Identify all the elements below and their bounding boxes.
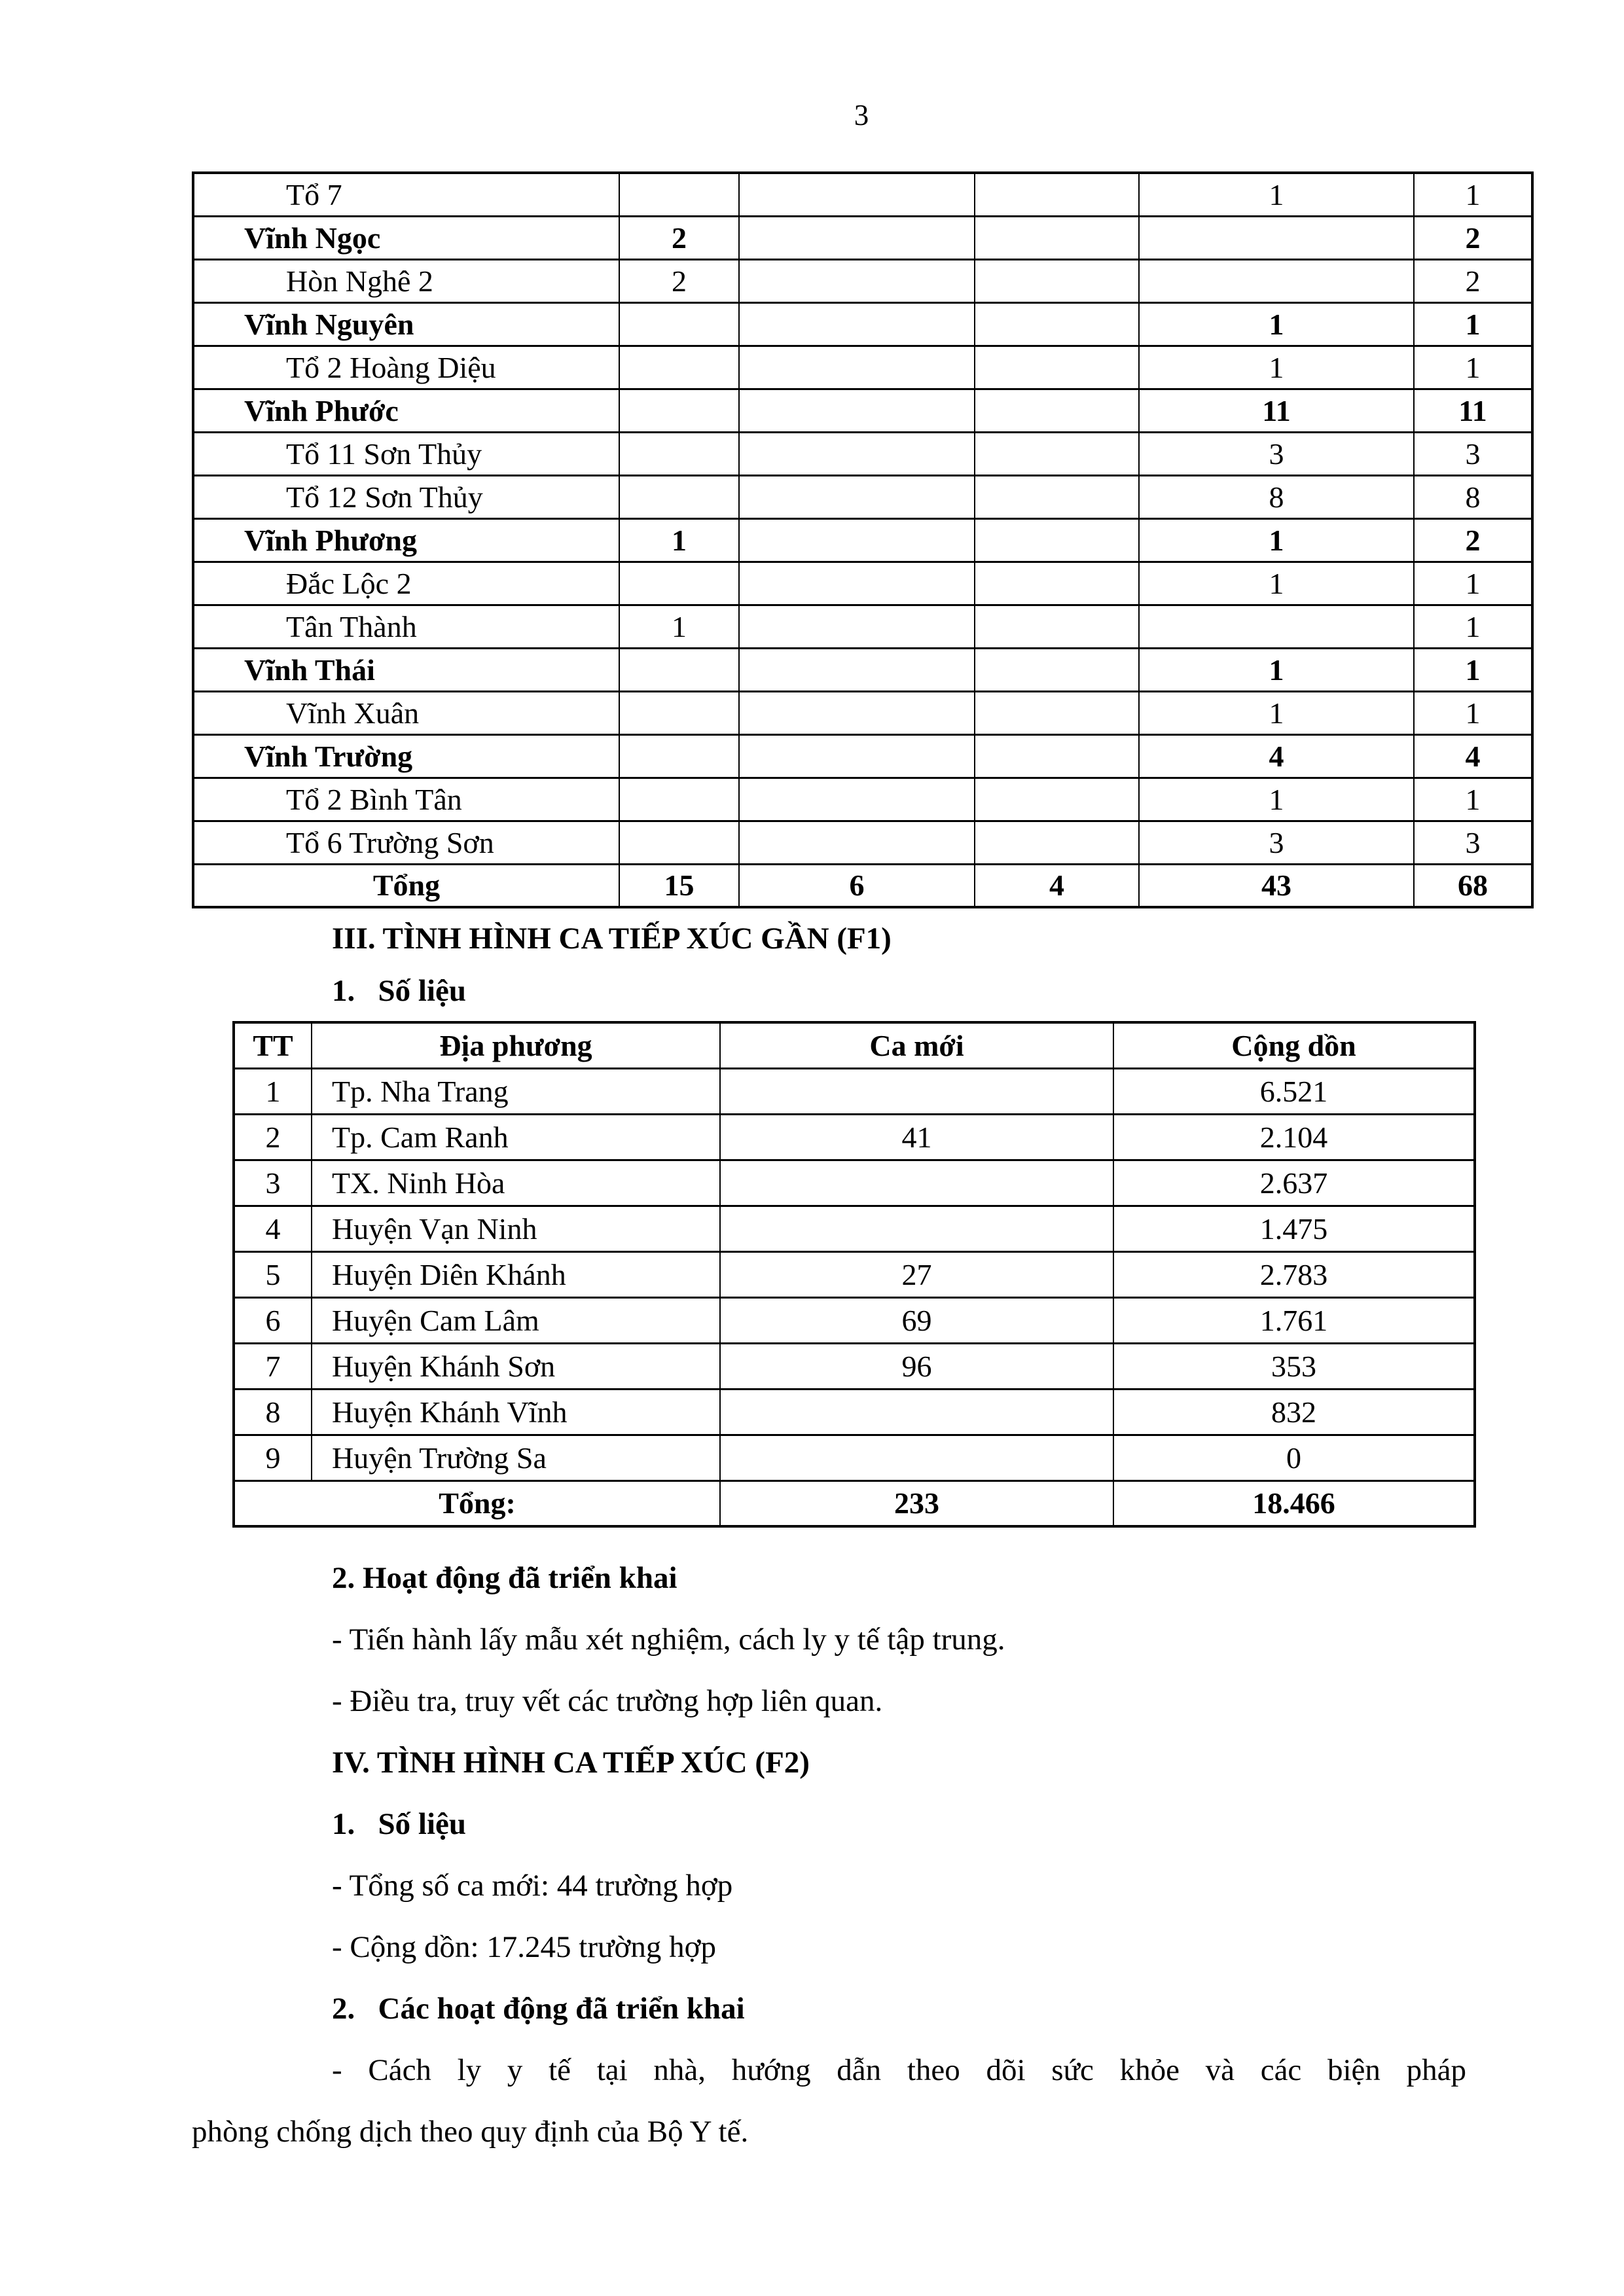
value-cell <box>739 691 975 734</box>
table-row <box>193 821 1532 864</box>
table-header-row <box>234 1022 1475 1068</box>
value-cell: 1 <box>1139 778 1414 821</box>
value-cell: 6 <box>739 864 975 907</box>
value-cell <box>1139 605 1414 648</box>
value-cell <box>619 778 739 821</box>
value-cell: 1 <box>1414 173 1532 216</box>
value-cell: 1 <box>1414 691 1532 734</box>
locality-cell: Tân Thành <box>193 605 619 648</box>
value-cell: 4 <box>1414 734 1532 778</box>
new-cases-cell <box>720 1160 1113 1206</box>
value-cell <box>619 475 739 518</box>
value-cell: 1 <box>619 518 739 562</box>
value-cell <box>975 605 1139 648</box>
new-cases-cell: 96 <box>720 1343 1113 1389</box>
column-header: Địa phương <box>312 1022 720 1068</box>
value-cell <box>739 778 975 821</box>
index-cell: 4 <box>234 1206 312 1251</box>
value-cell <box>619 173 739 216</box>
cumulative-cell: 2.783 <box>1113 1251 1475 1297</box>
locality-cell: Tổ 2 Bình Tân <box>193 778 619 821</box>
locality-cell: Huyện Diên Khánh <box>312 1251 720 1297</box>
value-cell <box>975 778 1139 821</box>
index-cell: 2 <box>234 1114 312 1160</box>
total-label-cell: Tổng: <box>234 1480 720 1526</box>
value-cell <box>619 302 739 346</box>
table-row <box>234 1297 1475 1343</box>
value-cell: 3 <box>1414 432 1532 475</box>
value-cell: 3 <box>1414 821 1532 864</box>
value-cell <box>619 562 739 605</box>
value-cell: 8 <box>1414 475 1532 518</box>
cumulative-cell: 0 <box>1113 1435 1475 1480</box>
locality-cell: Tổ 2 Hoàng Diệu <box>193 346 619 389</box>
column-header: Cộng dồn <box>1113 1022 1475 1068</box>
value-cell <box>739 259 975 302</box>
table-row <box>193 518 1532 562</box>
value-cell: 1 <box>1414 562 1532 605</box>
bullet-line: - Tổng số ca mới: 44 trường hợp <box>332 1869 733 1903</box>
value-cell: 8 <box>1139 475 1414 518</box>
locality-cell: Tp. Nha Trang <box>312 1068 720 1114</box>
bullet-line: - Tiến hành lấy mẫu xét nghiệm, cách ly y tế tập trung. <box>332 1623 1005 1657</box>
table-row <box>193 648 1532 691</box>
value-cell: 1 <box>1139 173 1414 216</box>
value-cell: 1 <box>1414 648 1532 691</box>
value-cell <box>975 302 1139 346</box>
section-iv-subheading-2: 2. Các hoạt động đã triển khai <box>332 1992 745 2026</box>
value-cell <box>739 648 975 691</box>
value-cell <box>975 475 1139 518</box>
value-cell: 4 <box>1139 734 1414 778</box>
value-cell <box>975 173 1139 216</box>
value-cell: 43 <box>1139 864 1414 907</box>
page-number: 3 <box>854 99 869 132</box>
value-cell <box>975 691 1139 734</box>
table-row <box>193 864 1532 907</box>
cumulative-cell: 2.637 <box>1113 1160 1475 1206</box>
locality-cell: TX. Ninh Hòa <box>312 1160 720 1206</box>
value-cell <box>619 734 739 778</box>
value-cell: 2 <box>1414 216 1532 259</box>
table-total-row <box>234 1480 1475 1526</box>
table-row <box>193 302 1532 346</box>
trailing-text-block <box>332 1547 1624 2039</box>
bullet-line: - Điều tra, truy vết các trường hợp liên quan. <box>332 1684 883 1718</box>
table-row <box>234 1343 1475 1389</box>
value-cell: 1 <box>1414 302 1532 346</box>
new-cases-cell: 27 <box>720 1251 1113 1297</box>
value-cell <box>739 389 975 432</box>
index-cell: 1 <box>234 1068 312 1114</box>
index-cell: 7 <box>234 1343 312 1389</box>
value-cell <box>739 173 975 216</box>
cumulative-cell: 1.475 <box>1113 1206 1475 1251</box>
value-cell: 2 <box>619 259 739 302</box>
value-cell: 1 <box>1414 605 1532 648</box>
cumulative-cell: 6.521 <box>1113 1068 1475 1114</box>
value-cell: 1 <box>1139 648 1414 691</box>
value-cell: 1 <box>1139 346 1414 389</box>
commune-distribution-table <box>192 171 1534 908</box>
closing-paragraph <box>192 2039 1466 2162</box>
index-cell: 9 <box>234 1435 312 1480</box>
table-row <box>193 259 1532 302</box>
locality-cell: Huyện Cam Lâm <box>312 1297 720 1343</box>
table-row <box>193 691 1532 734</box>
value-cell <box>739 734 975 778</box>
value-cell <box>975 216 1139 259</box>
value-cell: 11 <box>1139 389 1414 432</box>
locality-cell: Huyện Khánh Vĩnh <box>312 1389 720 1435</box>
value-cell <box>739 605 975 648</box>
locality-cell: Vĩnh Thái <box>193 648 619 691</box>
value-cell <box>975 432 1139 475</box>
locality-cell: Vĩnh Xuân <box>193 691 619 734</box>
value-cell: 1 <box>1139 691 1414 734</box>
table-row <box>234 1389 1475 1435</box>
section-iii-subheading-1: 1. Số liệu <box>332 974 467 1008</box>
value-cell <box>739 475 975 518</box>
section-iv-heading: IV. TÌNH HÌNH CA TIẾP XÚC (F2) <box>332 1746 810 1780</box>
locality-cell: Tp. Cam Ranh <box>312 1114 720 1160</box>
locality-cell: Huyện Khánh Sơn <box>312 1343 720 1389</box>
value-cell: 1 <box>1139 562 1414 605</box>
value-cell: 11 <box>1414 389 1532 432</box>
table-row <box>193 173 1532 216</box>
value-cell <box>619 648 739 691</box>
value-cell: 2 <box>1414 518 1532 562</box>
value-cell <box>975 648 1139 691</box>
index-cell: 8 <box>234 1389 312 1435</box>
value-cell <box>975 389 1139 432</box>
index-cell: 6 <box>234 1297 312 1343</box>
value-cell <box>975 821 1139 864</box>
index-cell: 5 <box>234 1251 312 1297</box>
f1-cases-table <box>232 1021 1476 1528</box>
value-cell: 2 <box>1414 259 1532 302</box>
locality-cell: Vĩnh Ngọc <box>193 216 619 259</box>
table-row <box>193 734 1532 778</box>
value-cell <box>739 562 975 605</box>
value-cell <box>739 518 975 562</box>
table-row <box>193 346 1532 389</box>
value-cell <box>1139 216 1414 259</box>
value-cell <box>619 821 739 864</box>
table-row <box>234 1160 1475 1206</box>
table-row <box>193 432 1532 475</box>
value-cell <box>975 346 1139 389</box>
cumulative-cell: 1.761 <box>1113 1297 1475 1343</box>
value-cell: 15 <box>619 864 739 907</box>
table-row <box>193 475 1532 518</box>
table-row <box>234 1114 1475 1160</box>
value-cell <box>619 346 739 389</box>
value-cell <box>975 259 1139 302</box>
value-cell <box>619 389 739 432</box>
value-cell: 1 <box>1139 518 1414 562</box>
locality-cell: Tổ 11 Sơn Thủy <box>193 432 619 475</box>
cumulative-cell: 832 <box>1113 1389 1475 1435</box>
value-cell <box>975 734 1139 778</box>
new-cases-cell <box>720 1435 1113 1480</box>
cumulative-cell: 353 <box>1113 1343 1475 1389</box>
locality-cell: Tổ 6 Trường Sơn <box>193 821 619 864</box>
value-cell: 1 <box>1414 778 1532 821</box>
new-cases-cell <box>720 1068 1113 1114</box>
locality-cell: Vĩnh Phương <box>193 518 619 562</box>
value-cell: 1 <box>619 605 739 648</box>
value-cell: 68 <box>1414 864 1532 907</box>
table-row <box>193 605 1532 648</box>
value-cell: 4 <box>975 864 1139 907</box>
new-cases-cell <box>720 1389 1113 1435</box>
value-cell: 3 <box>1139 432 1414 475</box>
locality-cell: Vĩnh Trường <box>193 734 619 778</box>
table-row <box>193 778 1532 821</box>
section-iii-subheading-2: 2. Hoạt động đã triển khai <box>332 1561 677 1595</box>
new-cases-cell: 69 <box>720 1297 1113 1343</box>
value-cell <box>619 432 739 475</box>
locality-cell: Tổ 7 <box>193 173 619 216</box>
table-row <box>234 1206 1475 1251</box>
value-cell <box>739 302 975 346</box>
paragraph-line: - Cách ly y tế tại nhà, hướng dẫn theo dõi sức khỏe và các biện pháp <box>332 2053 1466 2087</box>
locality-cell: Huyện Vạn Ninh <box>312 1206 720 1251</box>
locality-cell: Tổ 12 Sơn Thủy <box>193 475 619 518</box>
value-cell: 2 <box>619 216 739 259</box>
table-row <box>234 1251 1475 1297</box>
section-iv-subheading-1: 1. Số liệu <box>332 1807 467 1841</box>
section-iii-block <box>332 912 1624 1017</box>
table-row <box>234 1068 1475 1114</box>
locality-cell: Tổng <box>193 864 619 907</box>
value-cell: 1 <box>1414 346 1532 389</box>
bullet-line: - Cộng dồn: 17.245 trường hợp <box>332 1930 716 1964</box>
locality-cell: Vĩnh Phước <box>193 389 619 432</box>
section-iii-heading: III. TÌNH HÌNH CA TIẾP XÚC GẦN (F1) <box>332 922 892 956</box>
value-cell: 1 <box>1139 302 1414 346</box>
value-cell <box>739 821 975 864</box>
table-row <box>193 389 1532 432</box>
value-cell <box>739 346 975 389</box>
column-header: Ca mới <box>720 1022 1113 1068</box>
value-cell <box>739 216 975 259</box>
value-cell: 3 <box>1139 821 1414 864</box>
new-cases-cell: 41 <box>720 1114 1113 1160</box>
locality-cell: Đắc Lộc 2 <box>193 562 619 605</box>
value-cell <box>1139 259 1414 302</box>
locality-cell: Hòn Nghê 2 <box>193 259 619 302</box>
column-header: TT <box>234 1022 312 1068</box>
table-row <box>193 216 1532 259</box>
table-row <box>193 562 1532 605</box>
paragraph-line: phòng chống dịch theo quy định của Bộ Y tế. <box>192 2115 749 2149</box>
locality-cell: Huyện Trường Sa <box>312 1435 720 1480</box>
value-cell <box>739 432 975 475</box>
locality-cell: Vĩnh Nguyên <box>193 302 619 346</box>
value-cell <box>975 562 1139 605</box>
new-cases-cell <box>720 1206 1113 1251</box>
total-cumulative-cell: 18.466 <box>1113 1480 1475 1526</box>
value-cell <box>619 691 739 734</box>
value-cell <box>975 518 1139 562</box>
total-new-cases-cell: 233 <box>720 1480 1113 1526</box>
index-cell: 3 <box>234 1160 312 1206</box>
cumulative-cell: 2.104 <box>1113 1114 1475 1160</box>
table-row <box>234 1435 1475 1480</box>
